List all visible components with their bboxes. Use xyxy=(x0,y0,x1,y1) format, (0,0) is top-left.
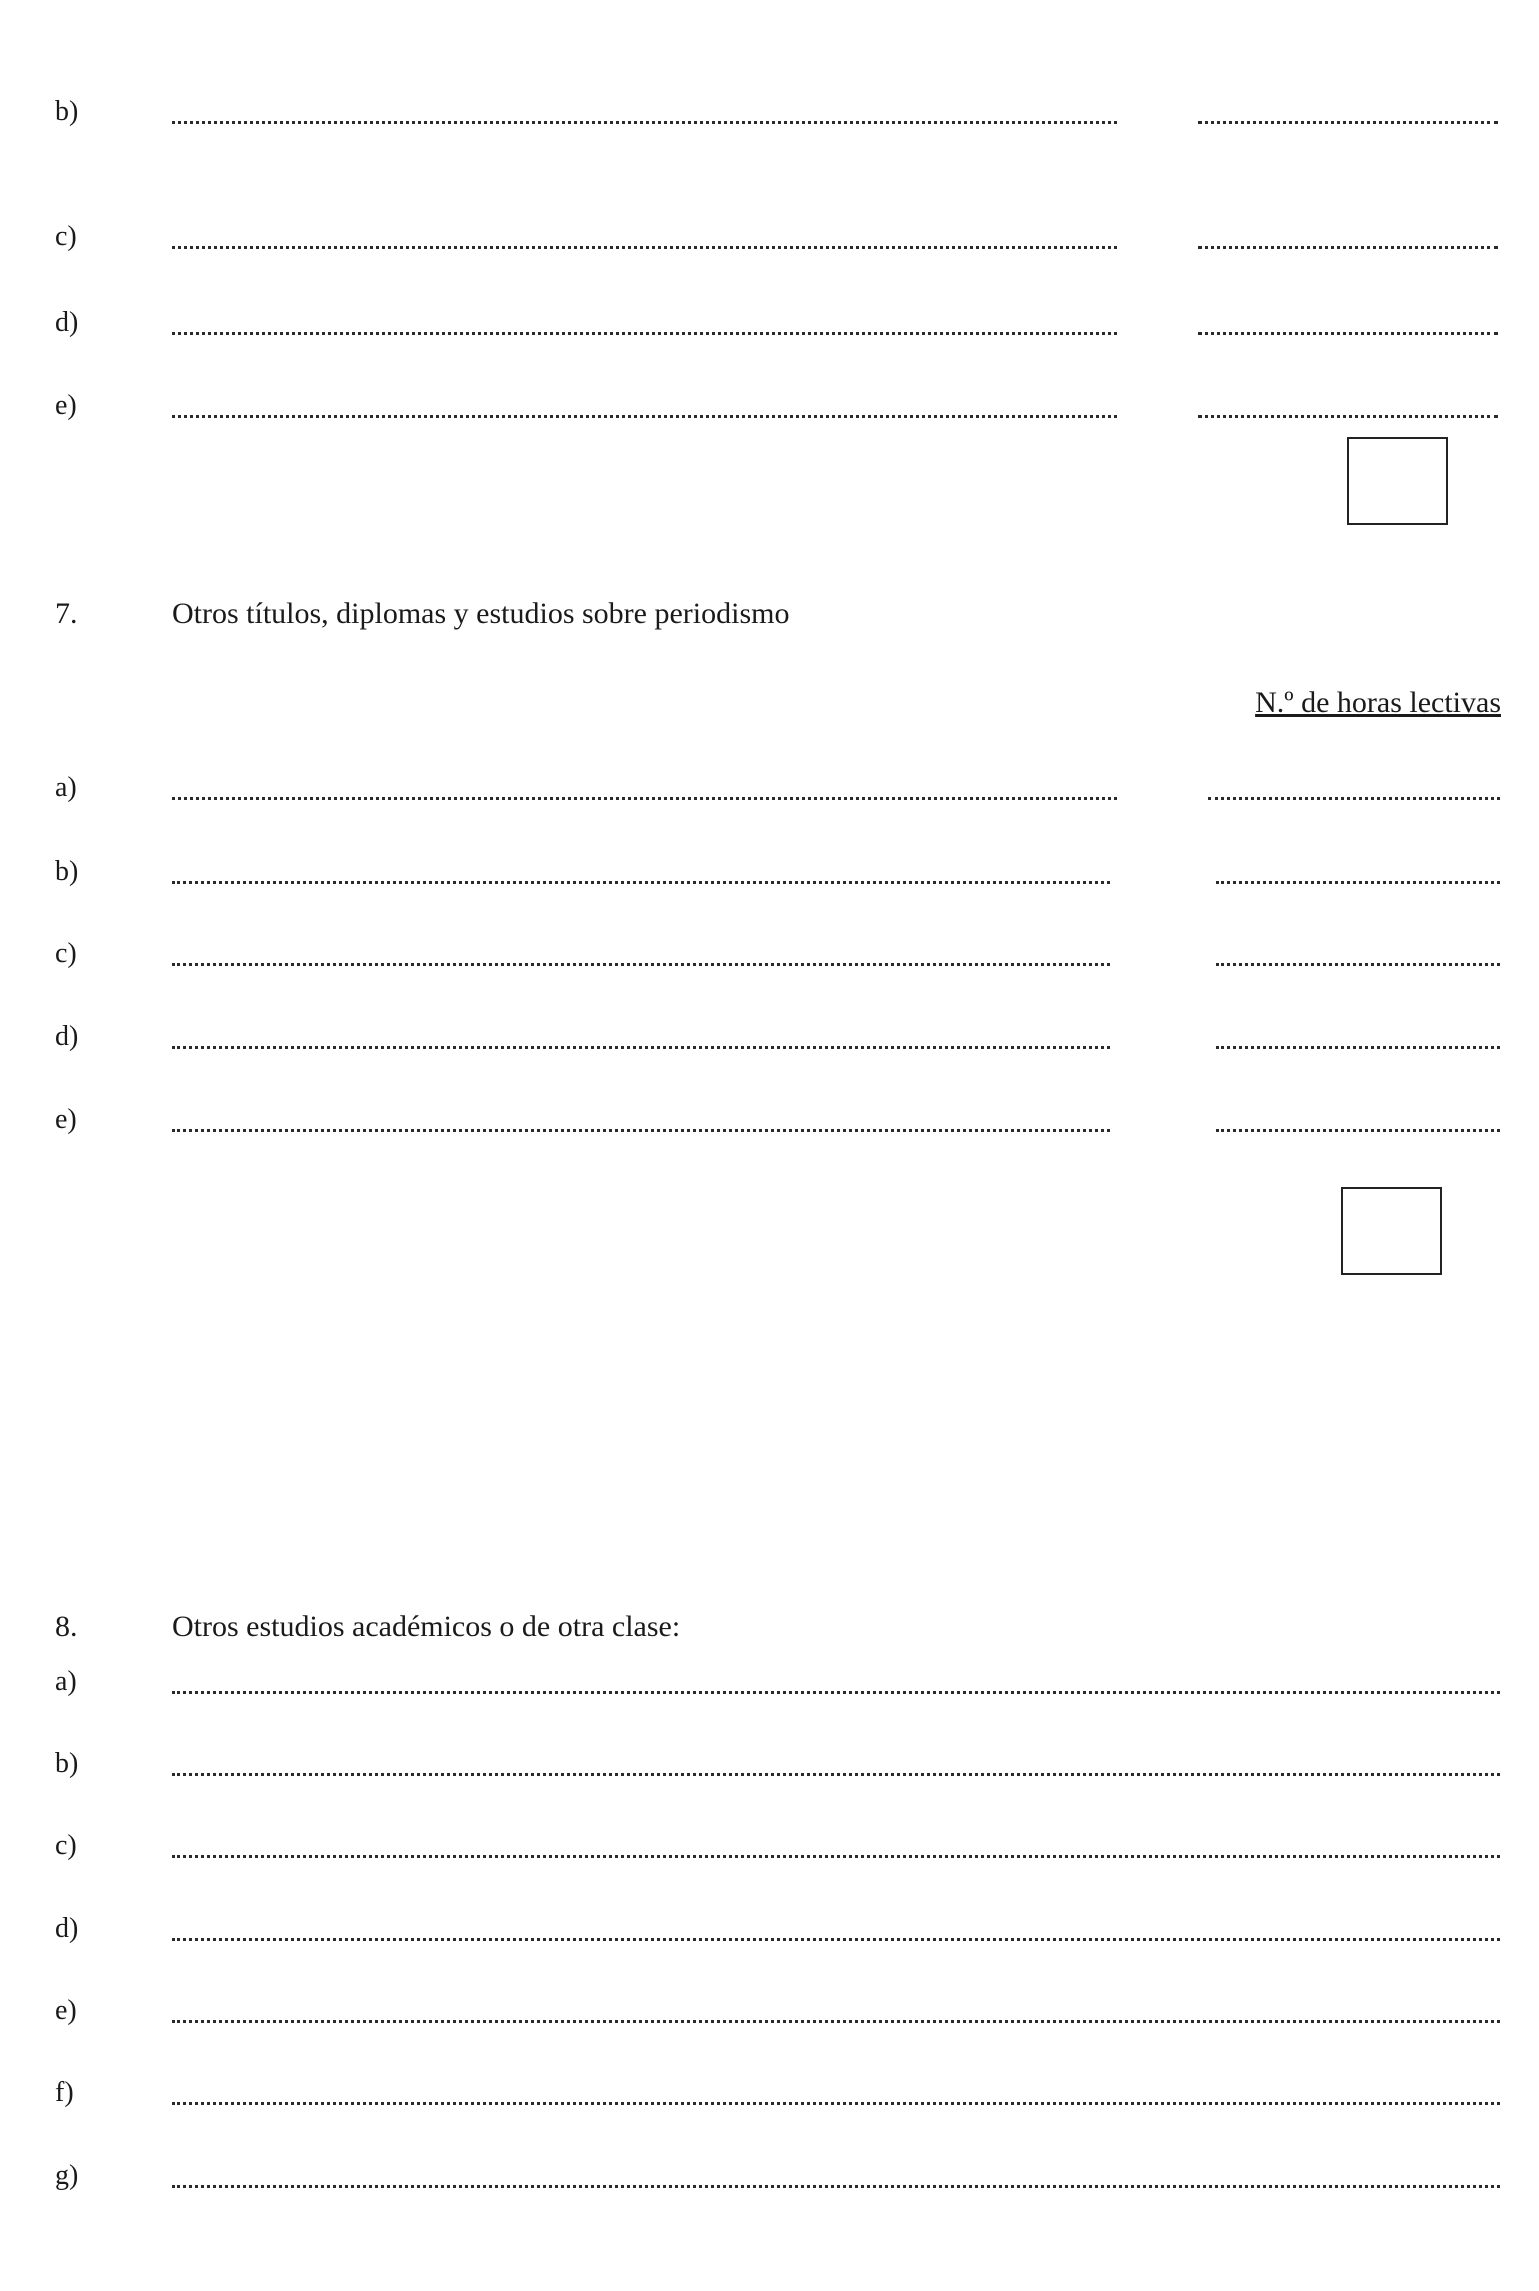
title-field[interactable] xyxy=(172,246,1117,249)
row-label: a) xyxy=(55,772,77,803)
title-field[interactable] xyxy=(172,881,1110,884)
prev-row-c xyxy=(0,217,1539,257)
title-field[interactable] xyxy=(172,415,1117,418)
row-label: d) xyxy=(55,307,79,338)
sec7-row-c xyxy=(0,934,1539,974)
hours-field[interactable] xyxy=(1216,881,1500,884)
score-box-prev[interactable] xyxy=(1347,437,1448,525)
row-label: e) xyxy=(55,390,77,421)
hours-field[interactable] xyxy=(1216,1129,1500,1132)
sec7-row-a xyxy=(0,768,1539,808)
row-label: g) xyxy=(55,2160,79,2191)
study-field[interactable] xyxy=(172,2102,1500,2105)
study-field[interactable] xyxy=(172,2185,1500,2188)
section-number: 7. xyxy=(55,597,78,630)
title-field[interactable] xyxy=(172,963,1110,966)
section-8-heading xyxy=(55,1607,1255,1647)
study-field[interactable] xyxy=(172,1938,1500,1941)
row-label: c) xyxy=(55,1830,77,1861)
section-title: Otros estudios académicos o de otra clase: xyxy=(172,1610,681,1643)
row-label: e) xyxy=(55,1995,77,2026)
section-number: 8. xyxy=(55,1610,78,1643)
hours-field[interactable] xyxy=(1216,1046,1500,1049)
hours-column-header: N.º de horas lectivas xyxy=(1255,686,1501,719)
sec8-row-e xyxy=(0,1991,1539,2031)
row-label: a) xyxy=(55,1666,77,1697)
row-label: d) xyxy=(55,1021,79,1052)
title-field[interactable] xyxy=(172,332,1117,335)
sec8-row-c xyxy=(0,1826,1539,1866)
section-title: Otros títulos, diplomas y estudios sobre periodismo xyxy=(172,597,790,630)
hours-field[interactable] xyxy=(1198,121,1498,124)
title-field[interactable] xyxy=(172,1046,1110,1049)
prev-row-b xyxy=(0,92,1539,132)
sec8-row-f xyxy=(0,2073,1539,2113)
sec8-row-a xyxy=(0,1662,1539,1702)
row-label: c) xyxy=(55,221,77,252)
title-field[interactable] xyxy=(172,1129,1110,1132)
row-label: b) xyxy=(55,96,79,127)
study-field[interactable] xyxy=(172,1773,1500,1776)
study-field[interactable] xyxy=(172,1855,1500,1858)
row-label: b) xyxy=(55,1748,79,1779)
study-field[interactable] xyxy=(172,1691,1500,1694)
score-box-section-7[interactable] xyxy=(1341,1187,1442,1275)
hours-field[interactable] xyxy=(1216,963,1500,966)
row-label: e) xyxy=(55,1104,77,1135)
hours-field[interactable] xyxy=(1198,246,1498,249)
sec7-row-b xyxy=(0,852,1539,892)
sec8-row-d xyxy=(0,1909,1539,1949)
sec8-row-b xyxy=(0,1744,1539,1784)
hours-field[interactable] xyxy=(1198,415,1498,418)
sec7-row-d xyxy=(0,1017,1539,1057)
prev-row-e xyxy=(0,386,1539,426)
sec7-row-e xyxy=(0,1100,1539,1140)
sec8-row-g xyxy=(0,2156,1539,2196)
row-label: c) xyxy=(55,938,77,969)
hours-field[interactable] xyxy=(1198,332,1498,335)
row-label: d) xyxy=(55,1913,79,1944)
prev-row-d xyxy=(0,303,1539,343)
title-field[interactable] xyxy=(172,797,1117,800)
section-7-heading xyxy=(55,594,1255,634)
title-field[interactable] xyxy=(172,121,1117,124)
row-label: f) xyxy=(55,2077,74,2108)
hours-field[interactable] xyxy=(1208,797,1500,800)
study-field[interactable] xyxy=(172,2020,1500,2023)
row-label: b) xyxy=(55,856,79,887)
